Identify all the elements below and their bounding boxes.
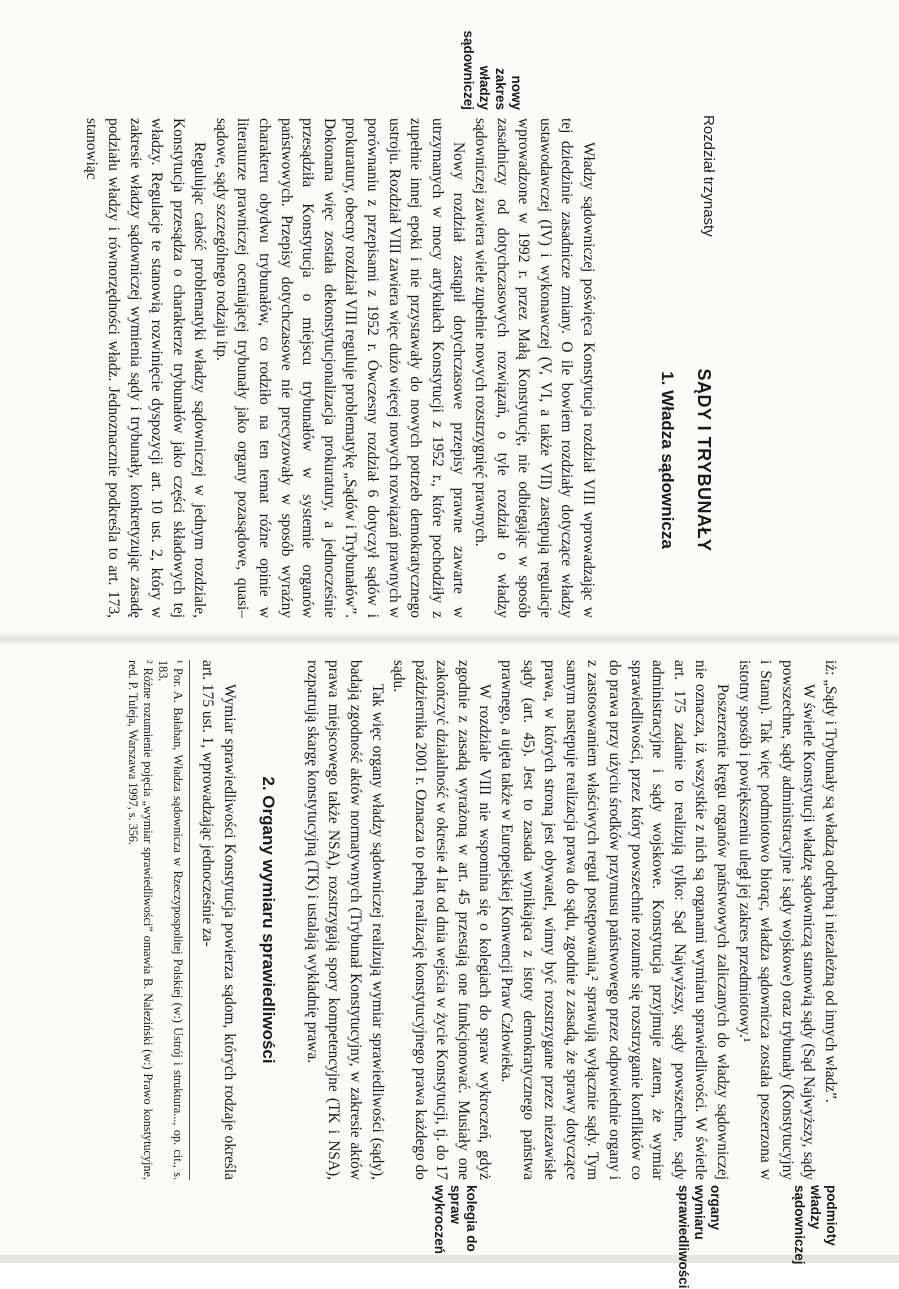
spine-shadow xyxy=(0,632,899,646)
running-head: Rozdział trzynasty xyxy=(700,115,717,237)
margin-note-organy: organy wymiaru sprawiedliwości xyxy=(676,1185,723,1289)
paragraph: Władzy sądowniczej poświęca Konstytucja rozdział VIII wprowadzając w tej dziedzinie zasadnicze zmiany. O ile bowiem rozdziały dotyczące władzy ustawodawczej (IV) i wykonawczej (V, VI, a także VII) zastępują regulacje wprowadzone w 1992 r. przez Małą Konstytucję, nie odbiegając w sposób zasadniczy od dotychczasowych rozwiązań, o tyle rozdział o władzy sądowniczej zawiera wiele zupełnie nowych rozstrzygnięć prawnych. xyxy=(472,118,597,618)
footnote: ¹ Por. A. Bałaban, Władza sądownicza w Rzeczypospolitej Polskiej (w:) Ustrój i struktura..., op. cit., s. 183. xyxy=(156,660,186,1180)
margin-note-nowy-zakres: nowy zakres władzy sądowniczej xyxy=(461,30,524,110)
section-1-title: 1. Władza sądownicza xyxy=(658,371,677,549)
footnote: ² Różne rozumienie pojęcia „wymiar sprawiedliwości” omawia B. Naleziński (w:) Prawo konstytucyjne, red. P. Tuleja, Warszawa 1997, s. 356. xyxy=(126,660,156,1180)
margin-note-podmioty: podmioty władzy sądowniczej xyxy=(792,1185,839,1265)
paragraph: Regulując całość problematyki władzy sądowniczej w jednym rozdziale, Konstytucja przesądza o charakterze trybunałów jako części składowych tej władzy. Regulacje te stanowią rozwinięcie dyspozycji art. 10 ust. 2, który w zakresie władzy sądowniczej wymienia sądy i trybunały, konkretyzując zasadę podziału władzy i równorzędności władz. Jednoznacznie podkreśla to art. 173, stanowiąc xyxy=(83,118,209,618)
paragraph: Nowy rozdział zastąpił dotychczasowe przepisy prawne zawarte w utrzymanych w mocy artykułach Konstytucji z 1952 r., które pochodziły z zupełnie innej epoki i nie przystawały do nowych potrzeb demokratycznego ustroju. Rozdział VIII zawiera więc dużo więcej nowych rozwiązań prawnych w porównaniu z przepisami z 1952 r. Ówczesny rozdział 6 dotyczył sądów i prokuratury, obecny rozdział VIII reguluje problematykę „Sądów i Trybunałów”. Dokonana więc została dekonstytucjonalizacja prokuratury, a jednocześnie przesądziła Konstytucja o miejscu trybunałów w systemie organów państwowych. Przepisy dotychczasowe nie precyzowały w sposób wyraźny charakteru obydwu trybunałów, co rodziło na ten temat różne opinie w literaturze prawniczej oceniającej trybunały jako organy pozasądowe, quasi–sądowe, sądy szczególnego rodzaju itp. xyxy=(212,118,468,618)
paragraph: Poszerzenie kręgu organów państwowych zaliczanych do władzy sądowniczej nie oznacza, iż wszystkie z nich są organami wymiaru sprawiedliwości. W świetle art. 175 zadanie to realizują tylko: Sąd Najwyższy, sądy powszechne, sądy administracyjne i sądy wojskowe. Konstytucja przyjmuje zatem, że wymiar sprawiedliwości, przez który powszechnie rozumie się rozstrzyganie konfliktów co do prawa przy użyciu środków przymusu państwowego przez odpowiednie organy i z zastosowaniem właściwych reguł postępowania,² sprawują wyłącznie sądy. Tym samym następuje realizacja prawa do sądu, zgodnie z zasadą, że sprawy dotyczące prawa, w których stroną jest obywatel, winny być rozstrzygane przez niezawisłe sądy (art. 45). Jest to zasada wynikająca z istoty demokratycznego państwa prawnego, a ujęta także w Europejskiej Konwencji Praw Człowieka. xyxy=(498,660,732,1180)
section-2-title: 2. Organy wymiaru sprawiedliwości xyxy=(259,776,279,1064)
margin-note-kolegia: kolegia do spraw wykroczeń xyxy=(432,1185,479,1255)
paragraph: iż: „Sądy i Trybunały są władzą odrębną i niezależną od innych władz”. xyxy=(822,660,839,1103)
chapter-title: SĄDY I TRYBUNAŁY xyxy=(694,368,714,552)
footnotes xyxy=(125,660,190,1180)
paragraph: Tak więc organy władzy sądowniczej realizują wymiar sprawiedliwości (sądy), badają zgodność aktów normatywnych (Trybunał Konstytucyjny, w zakresie aktów prawa miejscowego także NSA), rozstrzygają spory kompetencyjne (TK i NSA), rozpatrują skargę konstytucyjną (TK) i ustalają wykładnię prawa. xyxy=(303,660,386,1180)
right-column xyxy=(125,660,841,1180)
paragraph: W rozdziale VIII nie wspomina się o kolegiach do spraw wykroczeń, gdyż zgodnie z zasadą wyrażoną w art. 45 przestają one funkcjonować. Musiały one zakończyć działalność w okresie 4 lat od dnia wejścia w życie Konstytucji, tj. do 17 października 2001 r. Oznacza to pełną realizację konstytucyjnego prawa każdego do sądu. xyxy=(390,660,494,1180)
paragraph: Wymiar sprawiedliwości Konstytucja powierza sądom, których rodzaje określa art. 175 ust. 1, wprowadzając jednocześnie za- xyxy=(198,660,238,1180)
paragraph: W świetle Konstytucji władzę sądowniczą stanowią sądy (Sąd Najwyższy, sądy powszechne, sądy administracyjne i sądy wojskowe) oraz trybunały (Konstytucyjny i Stanu). Tak więc podmiotowo biorąc, władza sądownicza została poszerzona w istotny sposób i powiększeniu uległ jej zakres przedmiotowy.¹ xyxy=(735,660,818,1180)
left-column xyxy=(81,118,599,618)
